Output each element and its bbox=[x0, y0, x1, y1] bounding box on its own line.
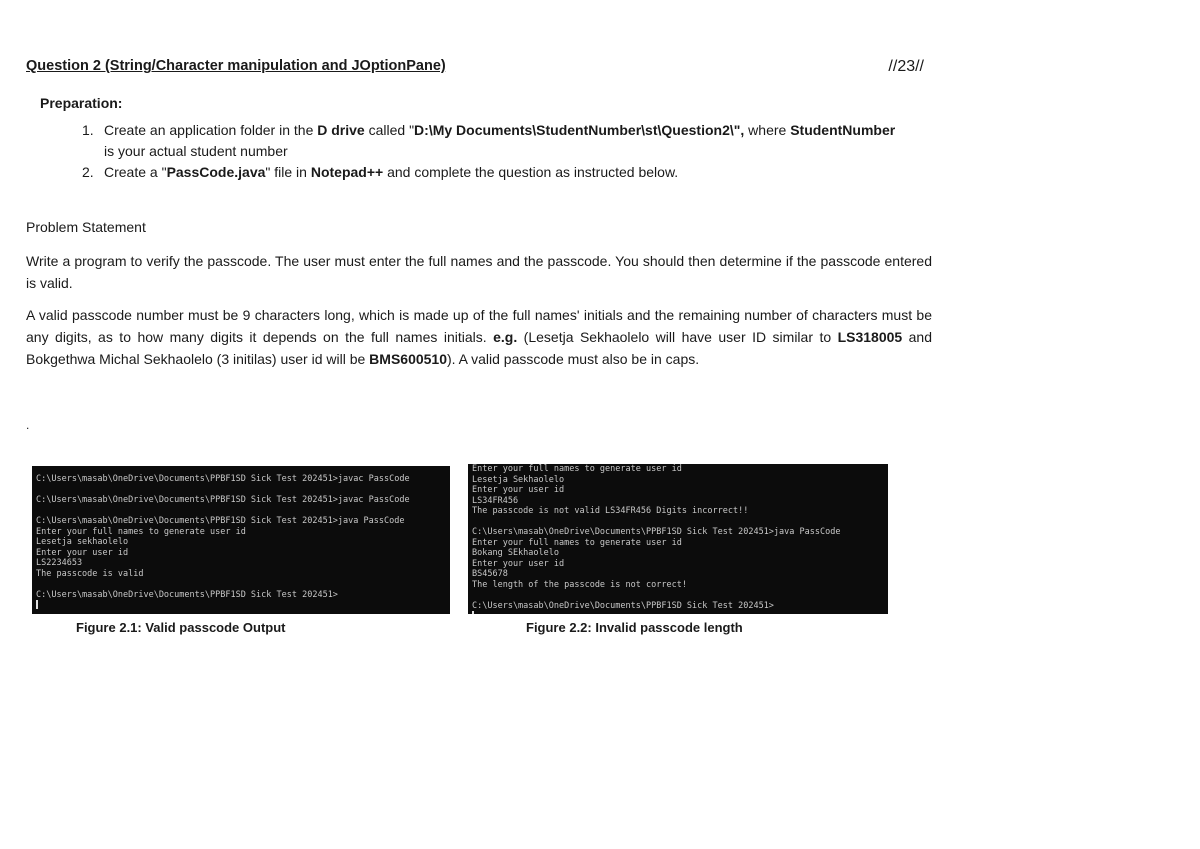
preparation-label: Preparation: bbox=[40, 95, 123, 111]
terminal-cursor bbox=[36, 600, 38, 609]
bold-text: StudentNumber bbox=[790, 122, 896, 138]
bold-text: LS318005 bbox=[837, 329, 903, 345]
bold-text: e.g. bbox=[493, 329, 518, 345]
text-run: where bbox=[744, 122, 791, 138]
stray-dot: . bbox=[26, 418, 30, 432]
bold-text: D drive bbox=[317, 122, 365, 138]
step-number: 1. bbox=[82, 122, 94, 138]
problem-paragraph-1: Write a program to verify the passcode. The user must enter the full names and the passcode. You should then determine if the passcode entered is valid. bbox=[26, 253, 932, 291]
terminal-line: The length of the passcode is not correct! bbox=[472, 579, 687, 590]
terminal-line bbox=[472, 517, 884, 528]
terminal-line bbox=[36, 506, 446, 517]
terminal-line: C:\Users\masab\OneDrive\Documents\PPBF1SD Sick Test 202451>javac PassCode bbox=[36, 474, 410, 484]
terminal-line: LS2234653 bbox=[36, 558, 83, 568]
terminal-line: The passcode is not valid LS34FR456 Digits incorrect!! bbox=[472, 506, 749, 516]
text-run: is your actual student number bbox=[104, 143, 288, 159]
terminal-line bbox=[36, 579, 446, 590]
bold-text: Notepad++ bbox=[310, 164, 384, 180]
text-run: A valid passcode number must be 9 characters long, which is made up of the full names' initials and the remaining number of characters must be any digits, as to how many digits it depends on the full names initials. bbox=[26, 307, 932, 345]
text-run: Create an application folder in the bbox=[104, 122, 318, 138]
figure-caption-2: Figure 2.2: Invalid passcode length bbox=[526, 620, 743, 635]
terminal-line: Enter your full names to generate user id bbox=[472, 464, 682, 474]
text-run: Create a " bbox=[104, 164, 167, 180]
terminal-line: C:\Users\masab\OneDrive\Documents\PPBF1SD Sick Test 202451>java PassCode bbox=[36, 516, 405, 526]
terminal-line: The passcode is valid bbox=[36, 568, 144, 579]
bold-text: D:\My Documents\StudentNumber\st\Question2\", bbox=[414, 122, 745, 138]
preparation-steps bbox=[82, 120, 902, 183]
terminal-line: Enter your full names to generate user id bbox=[472, 537, 682, 548]
figure-caption-1: Figure 2.1: Valid passcode Output bbox=[76, 620, 286, 635]
bold-text: PassCode.java bbox=[166, 164, 266, 180]
terminal-cursor bbox=[472, 611, 474, 614]
terminal-line: C:\Users\masab\OneDrive\Documents\PPBF1SD Sick Test 202451>javac PassCode bbox=[36, 495, 410, 505]
terminal-screenshot-invalid bbox=[468, 464, 888, 614]
question-marks: //23// bbox=[888, 58, 924, 75]
bold-text: BMS600510 bbox=[369, 351, 447, 367]
terminal-line: Lesetja sekhaolelo bbox=[36, 537, 129, 547]
problem-paragraph-2 bbox=[26, 304, 932, 370]
terminal-line: C:\Users\masab\OneDrive\Documents\PPBF1SD Sick Test 202451>java PassCode bbox=[472, 527, 841, 537]
terminal-line: Enter your user id bbox=[36, 547, 129, 558]
terminal-line: Lesetja Sekhaolelo bbox=[472, 474, 565, 485]
text-run: ). A valid passcode must also be in caps. bbox=[447, 351, 700, 367]
terminal-line: Enter your full names to generate user id bbox=[36, 526, 246, 537]
terminal-line: BS45678 bbox=[472, 569, 508, 579]
text-run: called " bbox=[364, 122, 415, 138]
question-title: Question 2 (String/Character manipulation and JOptionPane) bbox=[26, 58, 446, 74]
text-run: and complete the question as instructed below. bbox=[383, 164, 679, 180]
terminal-line: Enter your user id bbox=[472, 485, 565, 495]
terminal-screenshot-valid bbox=[32, 466, 450, 614]
preparation-step bbox=[82, 162, 902, 183]
text-run: and Bokgethwa Michal Sekhaolelo (3 initilas) user id will be bbox=[26, 329, 933, 367]
step-number: 2. bbox=[82, 164, 94, 180]
terminal-line: LS34FR456 bbox=[472, 495, 519, 506]
preparation-step bbox=[82, 120, 902, 162]
terminal-line bbox=[36, 485, 446, 496]
terminal-line: Bokang SEkhaolelo bbox=[472, 548, 559, 558]
problem-statement-title: Problem Statement bbox=[26, 219, 146, 235]
text-run: " file in bbox=[265, 164, 311, 180]
text-run: (Lesetja Sekhaolelo will have user ID similar to bbox=[517, 329, 838, 345]
terminal-line: C:\Users\masab\OneDrive\Documents\PPBF1SD Sick Test 202451> bbox=[472, 600, 774, 611]
terminal-line: C:\Users\masab\OneDrive\Documents\PPBF1SD Sick Test 202451> bbox=[36, 589, 338, 600]
terminal-line: Enter your user id bbox=[472, 558, 565, 569]
terminal-line bbox=[472, 590, 884, 601]
